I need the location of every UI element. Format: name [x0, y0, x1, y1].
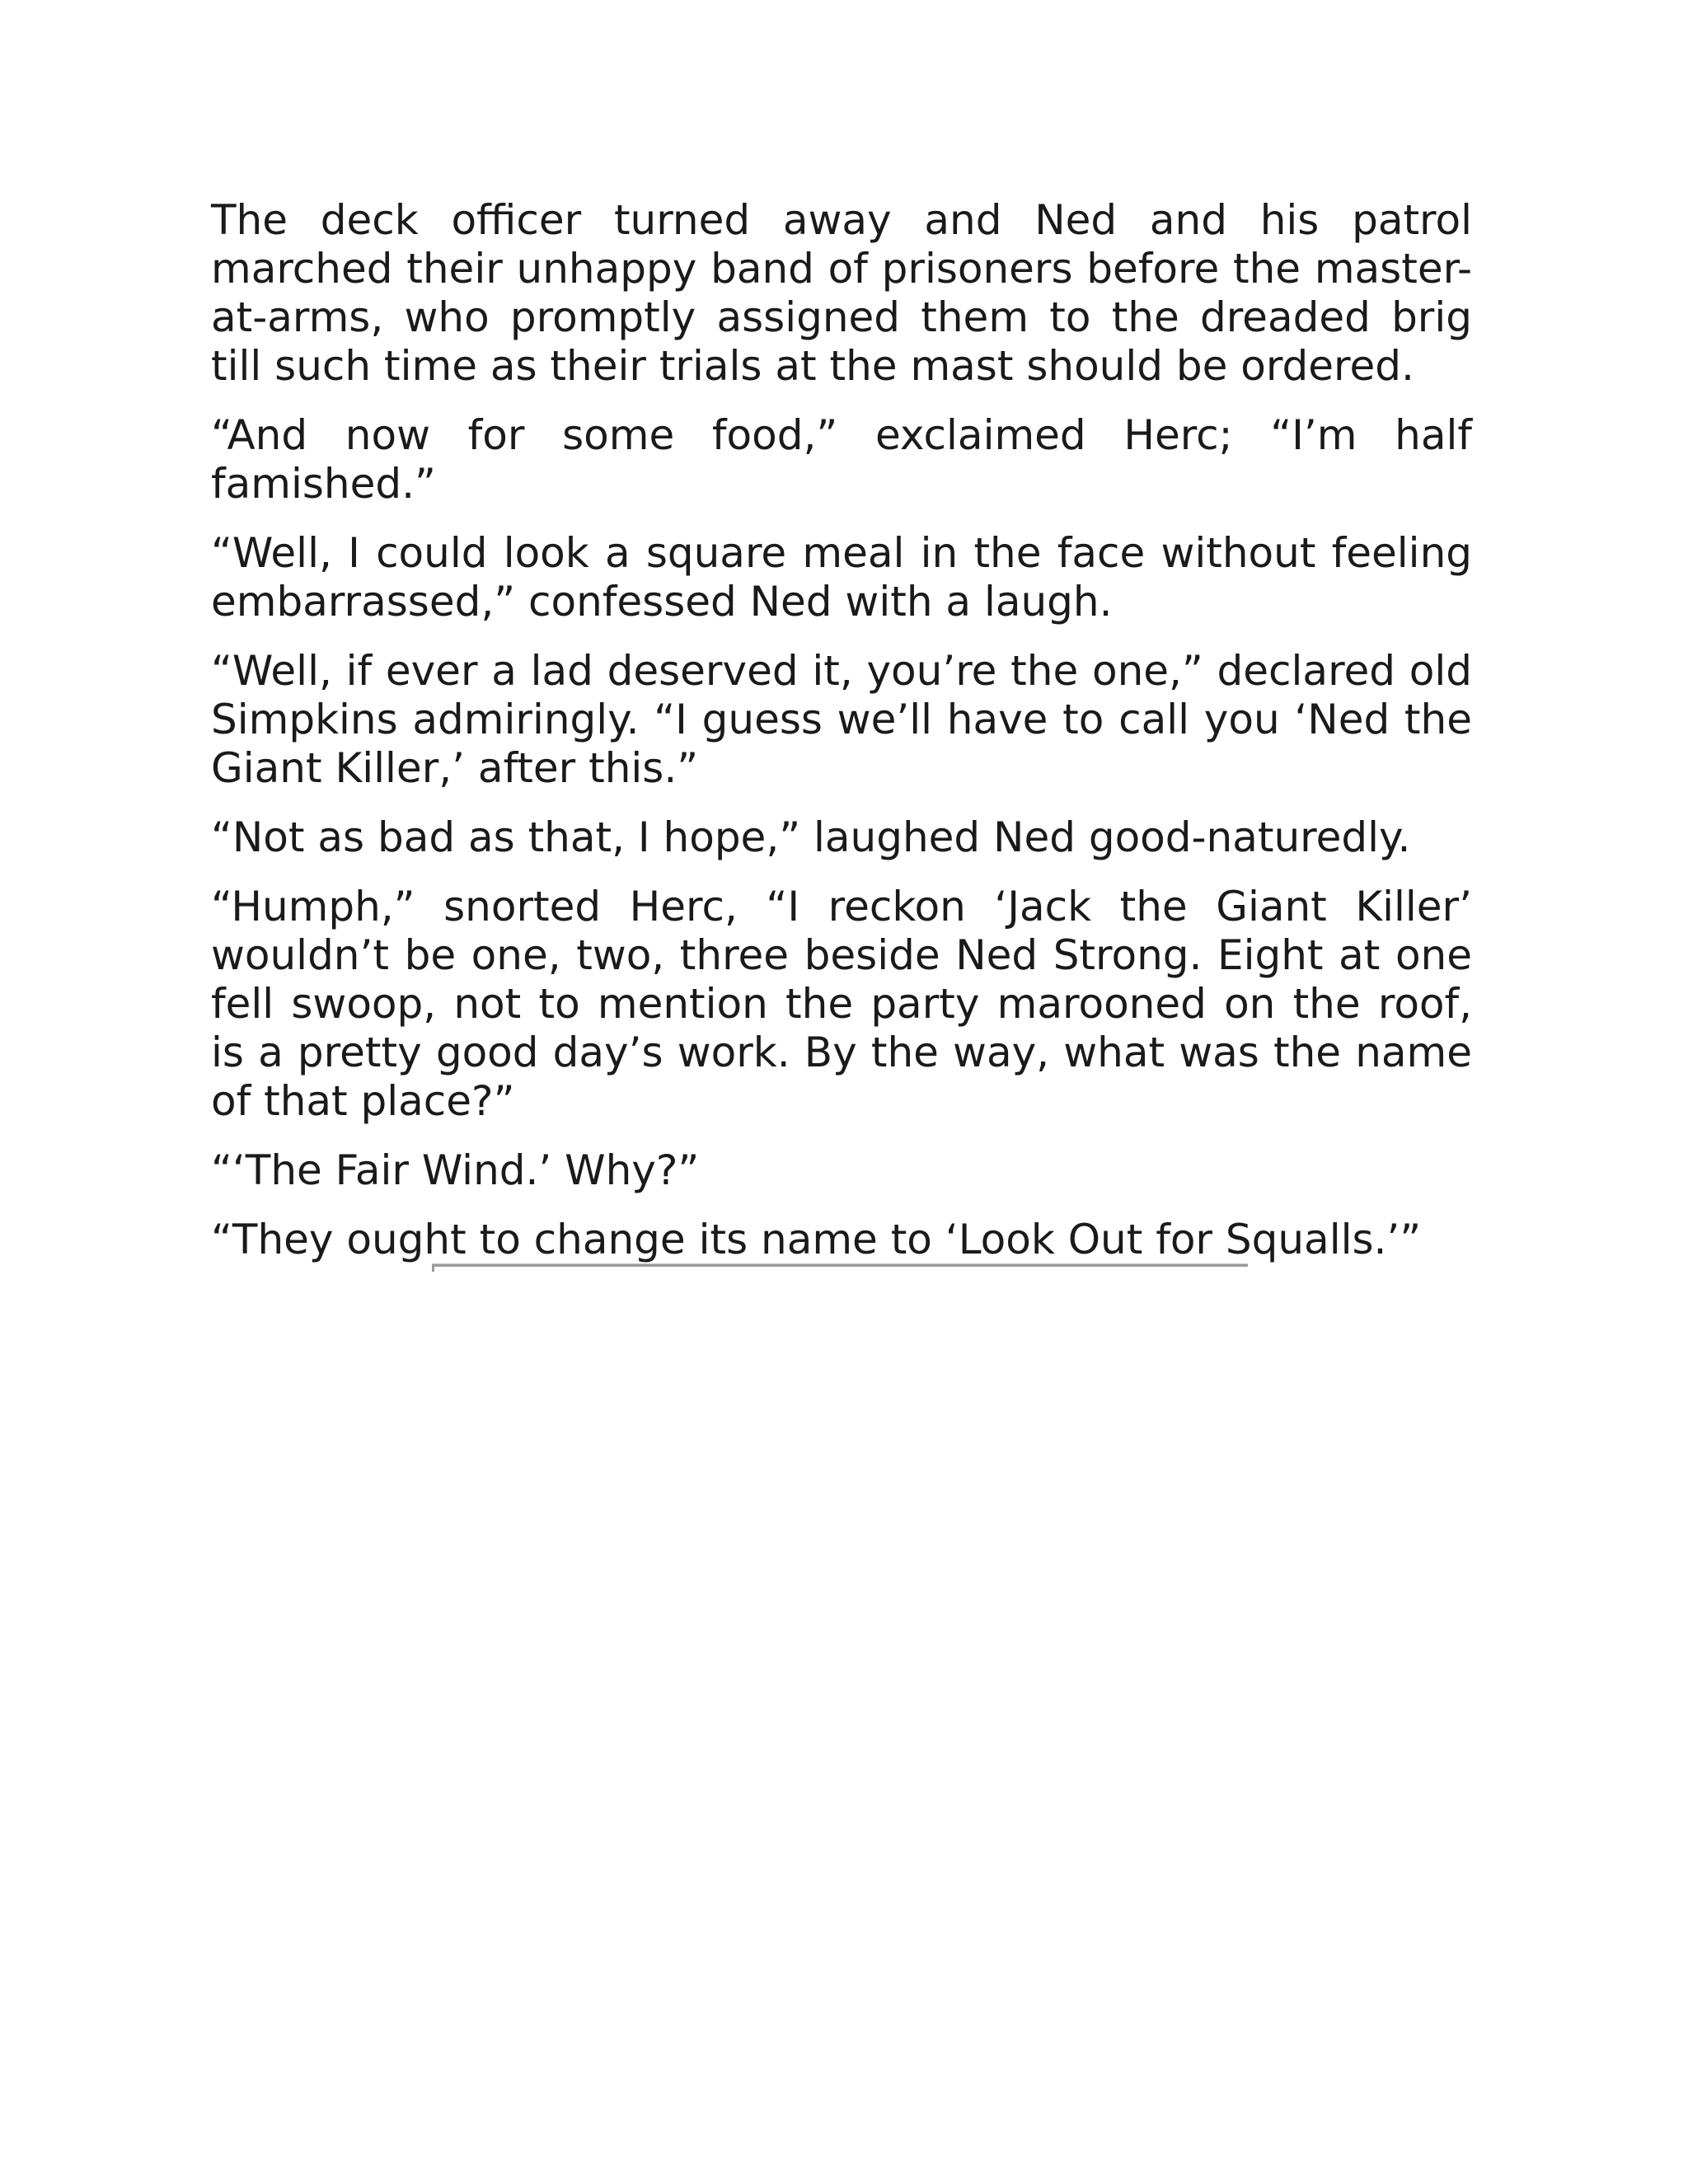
paragraph: “Well, I could look a square meal in the face without feeling embarrassed,” confessed Ned with a laugh.: [211, 529, 1472, 626]
paragraph: “Not as bad as that, I hope,” laughed Ned good-naturedly.: [211, 813, 1411, 861]
paragraph: “Humph,” snorted Herc, “I reckon ‘Jack the Giant Killer’ wouldn’t be one, two, three beside Ned Strong. Eight at one fell swoop, not to mention the party marooned on the roof, is a pretty good day’s work. By the way, what was the name of that place?”: [211, 883, 1472, 1125]
paragraph: “Well, if ever a lad deserved it, you’re the one,” declared old Simpkins admiringly. “I guess we’ll have to call you ‘Ned the Giant Killer,’ after this.”: [211, 647, 1472, 792]
paragraph: “‘The Fair Wind.’ Why?”: [211, 1146, 700, 1194]
paragraph: “They ought to change its name to ‘Look Out for Squalls.’”: [211, 1216, 1422, 1263]
section-divider-rule: [432, 1263, 1248, 1267]
paragraph: “And now for some food,” exclaimed Herc; “I’m half famished.”: [211, 411, 1472, 508]
paragraph: The deck officer turned away and Ned and his patrol marched their unhappy band of prisoners before the master-at-arms, who promptly assigned them to the dreaded brig till such time as their trials at the mast should be ordered.: [211, 196, 1472, 390]
body-text: [211, 196, 1472, 1285]
